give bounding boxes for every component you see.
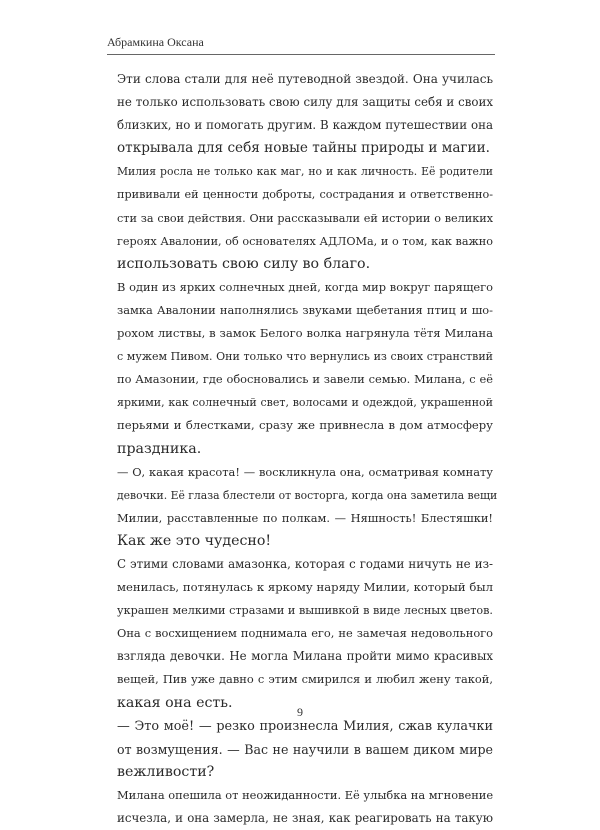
text-line: рохом листвы, в замок Белого волка нагрянула тётя Милана [117,326,493,341]
text-line: С этими словами амазонка, которая с годами ничуть не из- [117,556,493,571]
text-line: от возмущения. — Вас не научили в вашем диком мире [117,741,493,757]
text-line: девочки. Её глаза блестели от восторга, когда она заметила вещи [117,488,498,502]
text-line: праздника. [117,440,202,457]
text-line: — О, какая красота! — воскликнула она, осматривая комнату [117,464,493,479]
text-line: В один из ярких солнечных дней, когда мир вокруг парящего [117,279,493,294]
text-line: близких, но и помогать другим. В каждом путешествии она [117,118,493,133]
text-line: Как же это чудесно! [117,532,272,549]
text-line: вещей, Пив уже давно с этим смирился и любил жену такой, [117,672,493,687]
header-divider [107,54,495,55]
text-line: исчезла, и она замерла, не зная, как реагировать на такую [117,811,493,825]
running-header-author: Абрамкина Оксана [107,35,204,49]
text-line: прививали ей ценности доброты, сострадания и ответственно- [117,188,493,202]
text-line: украшен мелкими стразами и вышивкой в виде лесных цветов. [117,604,493,618]
text-line: яркими, как солнечный свет, волосами и одеждой, украшенной [117,396,493,410]
text-line: открывала для себя новые тайны природы и магии. [117,140,490,157]
text-line: менилась, потянулась к яркому наряду Милии, который был [117,580,493,595]
text-line: какая она есть. [117,694,233,711]
text-line: Милия росла не только как маг, но и как личность. Её родители [117,165,493,179]
text-line: с мужем Пивом. Они только что вернулись из своих странствий [117,350,493,364]
text-line: Милана опешила от неожиданности. Её улыбка на мгновение [117,787,494,802]
text-line: Милии, расставленные по полкам. — Няшность! Блестяшки! [117,510,493,525]
text-line: Эти слова стали для неё путеводной звездой. Она училась [117,72,493,86]
text-line: Она с восхищением поднимала его, не замечая недовольного [117,626,493,641]
text-line: сти за свои действия. Они рассказывали ей истории о великих [117,211,493,225]
text-line: — Это моё! — резко произнесла Милия, сжав кулачки [117,718,493,734]
text-line: вежливости? [117,763,215,780]
text-line: героях Авалонии, об основателях АДЛОМа, и о том, как важно [117,234,493,248]
text-line: использовать свою силу во благо. [117,255,371,272]
text-line: не только использовать свою силу для защиты себя и своих [117,95,493,110]
text-line: замка Авалонии наполнялись звуками щебетания птиц и шо- [117,302,493,317]
page-number: 9 [297,705,303,719]
text-line: по Амазонии, где обосновались и завели семью. Милана, с её [117,372,493,387]
text-line: перьями и блестками, сразу же привнесла в дом атмосферу [117,418,493,433]
text-line: взгляда девочки. Не могла Милана пройти мимо красивых [117,649,493,664]
